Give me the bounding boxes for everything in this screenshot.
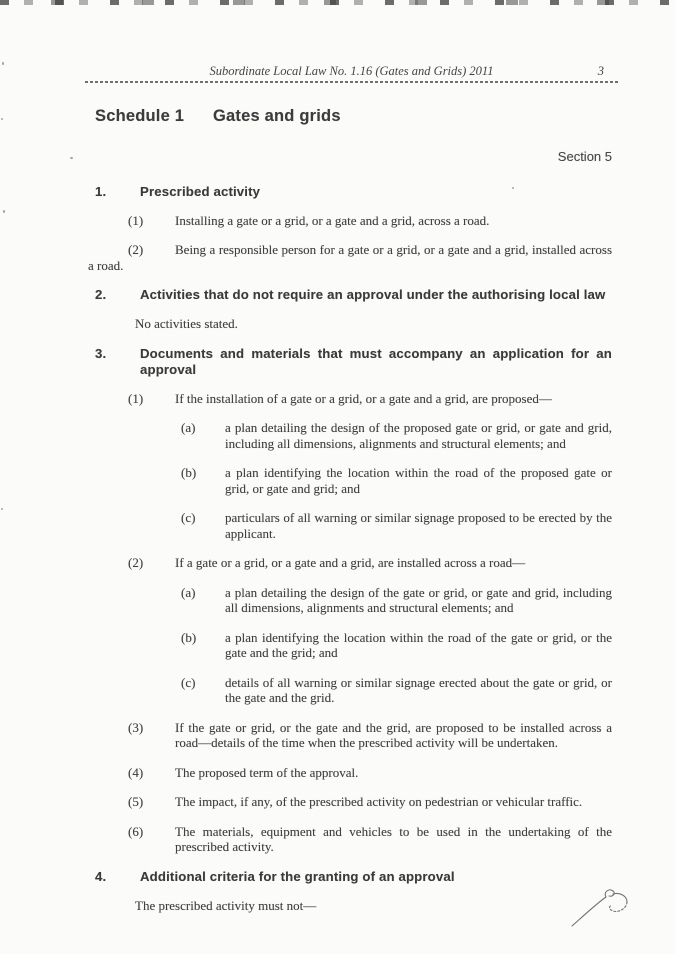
list-item bbox=[128, 824, 612, 855]
section-title: Documents and materials that must accompany an application for an approval bbox=[140, 345, 612, 377]
sub-list-item bbox=[181, 585, 612, 616]
item-marker: (1) bbox=[128, 212, 144, 228]
list-item bbox=[128, 765, 612, 781]
scan-speck bbox=[70, 157, 73, 159]
scan-speck bbox=[2, 62, 4, 65]
item-text: If the installation of a gate or a grid, or a gate and a grid, are proposed— bbox=[175, 390, 552, 406]
list-item bbox=[128, 213, 612, 229]
section-heading bbox=[95, 869, 612, 885]
signature-icon bbox=[570, 886, 636, 928]
item-marker: (3) bbox=[128, 719, 144, 735]
scan-speck bbox=[1, 508, 3, 510]
item-marker: (b) bbox=[181, 465, 197, 480]
running-header bbox=[85, 63, 618, 80]
sub-list-item bbox=[181, 510, 612, 541]
schedule-title bbox=[95, 106, 612, 126]
item-text: If the gate or grid, or the gate and the grid, are proposed to be installed across a road—details of the time when the prescribed activity will be undertaken. bbox=[175, 719, 612, 750]
item-text: The proposed term of the approval. bbox=[175, 764, 359, 780]
list-item bbox=[88, 242, 612, 273]
item-marker: (6) bbox=[128, 823, 144, 839]
list-item bbox=[128, 391, 612, 407]
sub-list-item bbox=[181, 420, 612, 451]
item-text: The impact, if any, of the prescribed activity on pedestrian or vehicular traffic. bbox=[175, 794, 583, 809]
item-marker: (4) bbox=[128, 764, 144, 780]
section-number: 2. bbox=[95, 287, 107, 302]
scan-artifact-band bbox=[0, 0, 675, 5]
list-item bbox=[128, 555, 612, 571]
section-number: 3. bbox=[95, 345, 107, 361]
section-heading bbox=[95, 287, 612, 303]
scan-speck bbox=[1, 118, 3, 120]
item-marker: (5) bbox=[128, 794, 144, 809]
item-text: a plan identifying the location within the road of the proposed gate or grid, or gate and grid; and bbox=[225, 465, 612, 496]
sub-list-item bbox=[181, 675, 612, 706]
section-heading bbox=[95, 184, 612, 200]
item-text: a plan identifying the location within the road of the gate or grid, or the gate and the grid; and bbox=[225, 629, 612, 660]
section-title: Prescribed activity bbox=[140, 183, 261, 199]
list-item bbox=[128, 794, 612, 810]
item-text: a plan detailing the design of the gate or grid, or gate and grid, including all dimensions, alignments and structural elements; and bbox=[225, 584, 612, 615]
sub-list-item bbox=[181, 465, 612, 496]
section-heading bbox=[95, 346, 612, 378]
running-title: Subordinate Local Law No. 1.16 (Gates and Grids) 2011 bbox=[209, 64, 494, 78]
item-marker: (2) bbox=[128, 242, 144, 257]
item-marker: (c) bbox=[181, 510, 196, 525]
item-text: particulars of all warning or similar signage proposed to be erected by the applicant. bbox=[225, 510, 612, 541]
section-body: The prescribed activity must not— bbox=[135, 897, 317, 913]
item-text: Being a responsible person for a gate or a grid, or a gate and a grid, installed across a road. bbox=[88, 242, 612, 273]
item-marker: (c) bbox=[181, 674, 196, 690]
document-body bbox=[88, 106, 612, 927]
item-text: a plan detailing the design of the proposed gate or grid, or gate and grid, including all dimensions, alignments and structural elements; and bbox=[225, 420, 612, 451]
header-rule bbox=[85, 81, 618, 83]
item-text: details of all warning or similar signage erected about the gate or grid, or the gate and the grid. bbox=[225, 674, 612, 705]
section-body: No activities stated. bbox=[135, 316, 238, 331]
section-title: Activities that do not require an approval under the authorising local law bbox=[140, 287, 606, 302]
item-marker: (1) bbox=[128, 390, 144, 406]
list-item bbox=[128, 720, 612, 751]
item-marker: (a) bbox=[181, 420, 196, 435]
page-number: 3 bbox=[597, 64, 604, 78]
item-marker: (2) bbox=[128, 555, 144, 570]
section-title: Additional criteria for the granting of an approval bbox=[140, 868, 455, 884]
schedule-label: Schedule 1 bbox=[95, 107, 185, 125]
schedule-subject: Gates and grids bbox=[213, 107, 341, 125]
section-number: 4. bbox=[95, 868, 107, 884]
scan-speck bbox=[3, 210, 5, 213]
item-marker: (b) bbox=[181, 629, 197, 645]
item-text: The materials, equipment and vehicles to be used in the undertaking of the prescribed activity. bbox=[175, 823, 612, 854]
item-text: If a gate or a grid, or a gate and a grid, are installed across a road— bbox=[175, 555, 526, 570]
section-number: 1. bbox=[95, 183, 107, 199]
item-marker: (a) bbox=[181, 584, 196, 600]
item-text: Installing a gate or a grid, or a gate and a grid, across a road. bbox=[175, 212, 490, 228]
section-reference: Section 5 bbox=[557, 149, 612, 164]
sub-list-item bbox=[181, 630, 612, 661]
